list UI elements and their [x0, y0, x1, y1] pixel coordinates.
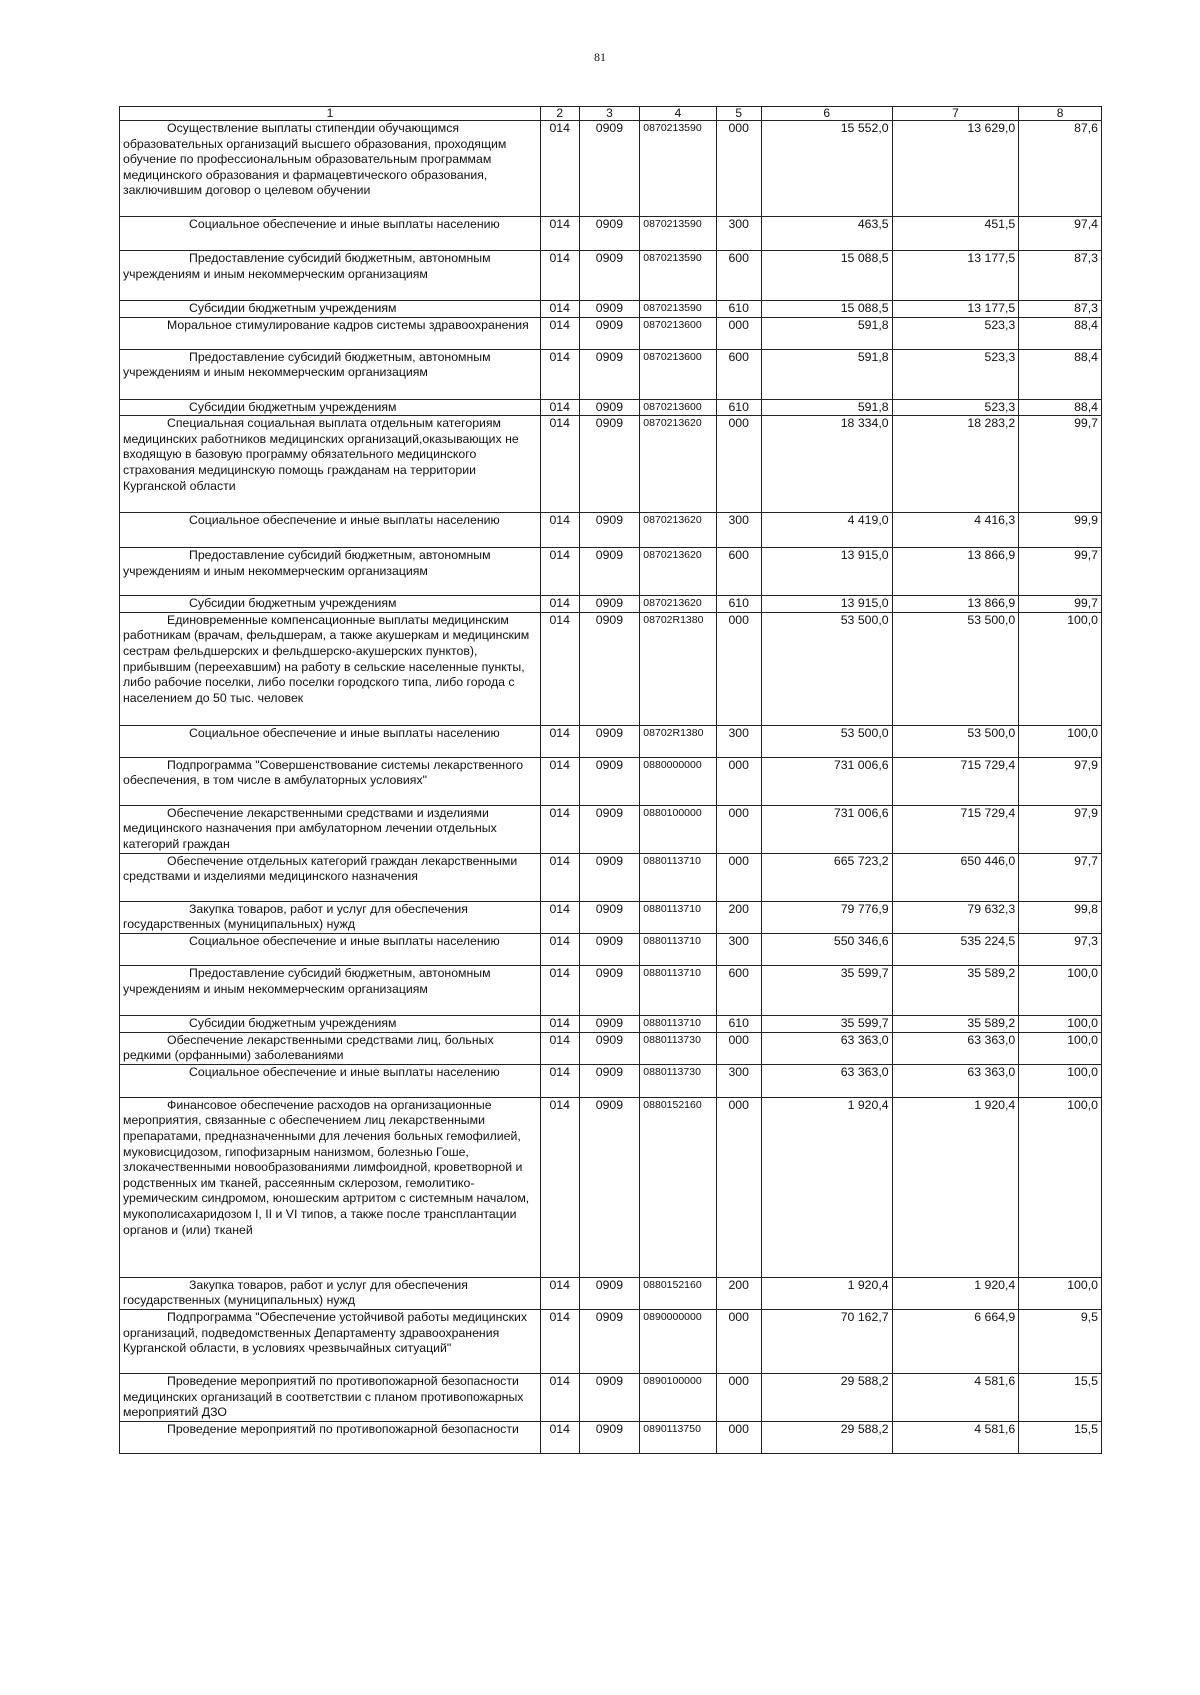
- row-percent: 15,5: [1019, 1373, 1102, 1421]
- row-code-admin: 014: [540, 1421, 579, 1453]
- row-code-section: 0909: [579, 612, 640, 725]
- row-plan-amount: 665 723,2: [761, 853, 892, 901]
- table-row: [120, 301, 1102, 318]
- column-header: 8: [1019, 107, 1102, 121]
- row-name: Субсидии бюджетным учреждениям: [120, 1015, 541, 1032]
- row-percent: 100,0: [1019, 612, 1102, 725]
- row-percent: 87,6: [1019, 121, 1102, 217]
- table-row: [120, 757, 1102, 805]
- row-code-target: 0880152160: [640, 1277, 716, 1309]
- row-code-target: 0880113710: [640, 1015, 716, 1032]
- row-code-admin: 014: [540, 217, 579, 251]
- row-name: Предоставление субсидий бюджетным, автономным учреждениям и иным некоммерческим организациям: [120, 251, 541, 301]
- row-name: Предоставление субсидий бюджетным, автономным учреждениям и иным некоммерческим организациям: [120, 349, 541, 399]
- row-executed-amount: 6 664,9: [892, 1309, 1019, 1373]
- row-code-admin: 014: [540, 349, 579, 399]
- row-code-target: 0890000000: [640, 1309, 716, 1373]
- row-code-expense-type: 000: [716, 1309, 761, 1373]
- row-code-admin: 014: [540, 399, 579, 416]
- row-code-section: 0909: [579, 121, 640, 217]
- row-executed-amount: 4 581,6: [892, 1373, 1019, 1421]
- header-row: [120, 107, 1102, 121]
- row-code-expense-type: 600: [716, 349, 761, 399]
- row-code-section: 0909: [579, 805, 640, 853]
- row-executed-amount: 13 866,9: [892, 596, 1019, 613]
- row-code-expense-type: 000: [716, 1032, 761, 1064]
- row-code-expense-type: 600: [716, 548, 761, 596]
- row-executed-amount: 535 224,5: [892, 933, 1019, 965]
- row-code-target: 0880113710: [640, 901, 716, 933]
- row-plan-amount: 18 334,0: [761, 416, 892, 513]
- table-body: [120, 121, 1102, 1454]
- row-code-expense-type: 300: [716, 725, 761, 757]
- row-code-target: 0870213620: [640, 548, 716, 596]
- row-percent: 100,0: [1019, 725, 1102, 757]
- row-code-admin: 014: [540, 301, 579, 318]
- row-executed-amount: 451,5: [892, 217, 1019, 251]
- row-code-expense-type: 000: [716, 1421, 761, 1453]
- row-executed-amount: 523,3: [892, 317, 1019, 349]
- row-executed-amount: 523,3: [892, 399, 1019, 416]
- row-code-section: 0909: [579, 217, 640, 251]
- row-percent: 97,7: [1019, 853, 1102, 901]
- row-code-target: 0880100000: [640, 805, 716, 853]
- row-executed-amount: 13 866,9: [892, 548, 1019, 596]
- table-row: [120, 1064, 1102, 1097]
- row-plan-amount: 29 588,2: [761, 1373, 892, 1421]
- row-code-admin: 014: [540, 933, 579, 965]
- row-code-expense-type: 610: [716, 596, 761, 613]
- row-plan-amount: 53 500,0: [761, 612, 892, 725]
- row-name: Единовременные компенсационные выплаты медицинским работникам (врачам, фельдшерам, а также акушеркам и медицинским сестрам фельдшерских и фельдшерско-акушерских пунктов), прибывшим (переехавшим) на работу в сельские населенные пункты, либо рабочие поселки, либо поселки городского типа, либо города с населением до 50 тыс. человек: [120, 612, 541, 725]
- row-executed-amount: 53 500,0: [892, 612, 1019, 725]
- row-name: Обеспечение лекарственными средствами и изделиями медицинского назначения при амбулаторном лечении отдельных категорий граждан: [120, 805, 541, 853]
- row-code-expense-type: 300: [716, 217, 761, 251]
- row-code-admin: 014: [540, 596, 579, 613]
- row-code-section: 0909: [579, 548, 640, 596]
- row-plan-amount: 13 915,0: [761, 548, 892, 596]
- table-row: [120, 399, 1102, 416]
- table-row: [120, 853, 1102, 901]
- table-row: [120, 596, 1102, 613]
- row-percent: 99,7: [1019, 548, 1102, 596]
- row-plan-amount: 550 346,6: [761, 933, 892, 965]
- row-percent: 9,5: [1019, 1309, 1102, 1373]
- row-code-expense-type: 300: [716, 1064, 761, 1097]
- row-name: Обеспечение лекарственными средствами лиц, больных редкими (орфанными) заболеваниями: [120, 1032, 541, 1064]
- table-row: [120, 1373, 1102, 1421]
- row-code-expense-type: 000: [716, 853, 761, 901]
- row-plan-amount: 29 588,2: [761, 1421, 892, 1453]
- row-percent: 99,7: [1019, 416, 1102, 513]
- row-code-target: 0870213600: [640, 317, 716, 349]
- row-code-admin: 014: [540, 513, 579, 548]
- row-code-expense-type: 600: [716, 251, 761, 301]
- row-code-expense-type: 000: [716, 317, 761, 349]
- row-name: Закупка товаров, работ и услуг для обеспечения государственных (муниципальных) нужд: [120, 901, 541, 933]
- row-code-target: 0870213600: [640, 399, 716, 416]
- row-percent: 88,4: [1019, 317, 1102, 349]
- row-code-target: 0880113710: [640, 853, 716, 901]
- row-code-target: 0870213590: [640, 121, 716, 217]
- row-code-admin: 014: [540, 548, 579, 596]
- row-name: Социальное обеспечение и иные выплаты населению: [120, 725, 541, 757]
- row-plan-amount: 1 920,4: [761, 1097, 892, 1277]
- row-code-admin: 014: [540, 757, 579, 805]
- row-code-target: 0880113730: [640, 1064, 716, 1097]
- row-plan-amount: 591,8: [761, 349, 892, 399]
- row-code-section: 0909: [579, 301, 640, 318]
- table-row: [120, 965, 1102, 1015]
- row-executed-amount: 63 363,0: [892, 1064, 1019, 1097]
- table-row: [120, 548, 1102, 596]
- row-code-target: 0880113710: [640, 965, 716, 1015]
- row-name: Социальное обеспечение и иные выплаты населению: [120, 513, 541, 548]
- table-row: [120, 933, 1102, 965]
- row-code-section: 0909: [579, 1309, 640, 1373]
- table-row: [120, 513, 1102, 548]
- row-plan-amount: 731 006,6: [761, 757, 892, 805]
- column-header: 4: [640, 107, 716, 121]
- row-plan-amount: 70 162,7: [761, 1309, 892, 1373]
- row-code-expense-type: 300: [716, 933, 761, 965]
- row-executed-amount: 13 177,5: [892, 251, 1019, 301]
- row-plan-amount: 1 920,4: [761, 1277, 892, 1309]
- row-name: Проведение мероприятий по противопожарной безопасности медицинских организаций в соответствии с планом противопожарных мероприятий ДЗО: [120, 1373, 541, 1421]
- row-plan-amount: 591,8: [761, 399, 892, 416]
- row-name: Моральное стимулирование кадров системы здравоохранения: [120, 317, 541, 349]
- table-row: [120, 1277, 1102, 1309]
- row-code-admin: 014: [540, 612, 579, 725]
- column-header: 3: [579, 107, 640, 121]
- row-name: Субсидии бюджетным учреждениям: [120, 596, 541, 613]
- row-percent: 97,4: [1019, 217, 1102, 251]
- row-code-admin: 014: [540, 1309, 579, 1373]
- row-code-admin: 014: [540, 805, 579, 853]
- row-code-target: 0880113710: [640, 933, 716, 965]
- row-percent: 100,0: [1019, 1032, 1102, 1064]
- row-code-expense-type: 000: [716, 612, 761, 725]
- row-code-section: 0909: [579, 1064, 640, 1097]
- row-name: Подпрограмма "Совершенствование системы лекарственного обеспечения, в том числе в амбулаторных условиях": [120, 757, 541, 805]
- row-code-expense-type: 000: [716, 416, 761, 513]
- row-code-target: 0870213600: [640, 349, 716, 399]
- row-code-admin: 014: [540, 1097, 579, 1277]
- row-executed-amount: 715 729,4: [892, 805, 1019, 853]
- row-percent: 97,9: [1019, 757, 1102, 805]
- row-name: Социальное обеспечение и иные выплаты населению: [120, 1064, 541, 1097]
- row-code-admin: 014: [540, 1373, 579, 1421]
- row-name: Субсидии бюджетным учреждениям: [120, 399, 541, 416]
- row-code-expense-type: 300: [716, 513, 761, 548]
- budget-table: [119, 106, 1102, 1454]
- column-header: 7: [892, 107, 1019, 121]
- row-plan-amount: 15 088,5: [761, 301, 892, 318]
- row-executed-amount: 1 920,4: [892, 1097, 1019, 1277]
- row-code-expense-type: 000: [716, 805, 761, 853]
- column-header: 1: [120, 107, 541, 121]
- row-code-expense-type: 000: [716, 1097, 761, 1277]
- row-executed-amount: 4 416,3: [892, 513, 1019, 548]
- row-code-expense-type: 200: [716, 901, 761, 933]
- row-plan-amount: 13 915,0: [761, 596, 892, 613]
- row-plan-amount: 4 419,0: [761, 513, 892, 548]
- row-percent: 15,5: [1019, 1421, 1102, 1453]
- row-executed-amount: 35 589,2: [892, 1015, 1019, 1032]
- table-row: [120, 1097, 1102, 1277]
- row-executed-amount: 1 920,4: [892, 1277, 1019, 1309]
- row-code-target: 0870213620: [640, 513, 716, 548]
- column-header: 5: [716, 107, 761, 121]
- row-name: Субсидии бюджетным учреждениям: [120, 301, 541, 318]
- table-row: [120, 1309, 1102, 1373]
- row-plan-amount: 15 088,5: [761, 251, 892, 301]
- row-plan-amount: 63 363,0: [761, 1064, 892, 1097]
- column-header: 6: [761, 107, 892, 121]
- row-executed-amount: 4 581,6: [892, 1421, 1019, 1453]
- row-code-admin: 014: [540, 1064, 579, 1097]
- row-code-target: 0890100000: [640, 1373, 716, 1421]
- table-row: [120, 217, 1102, 251]
- row-code-section: 0909: [579, 1421, 640, 1453]
- row-plan-amount: 79 776,9: [761, 901, 892, 933]
- row-percent: 100,0: [1019, 1064, 1102, 1097]
- row-code-section: 0909: [579, 725, 640, 757]
- table-row: [120, 251, 1102, 301]
- row-code-section: 0909: [579, 1373, 640, 1421]
- row-code-admin: 014: [540, 1015, 579, 1032]
- row-plan-amount: 53 500,0: [761, 725, 892, 757]
- row-code-target: 0890113750: [640, 1421, 716, 1453]
- row-percent: 99,8: [1019, 901, 1102, 933]
- row-code-section: 0909: [579, 513, 640, 548]
- row-code-section: 0909: [579, 1097, 640, 1277]
- row-code-admin: 014: [540, 725, 579, 757]
- row-percent: 97,9: [1019, 805, 1102, 853]
- row-code-expense-type: 000: [716, 121, 761, 217]
- row-code-admin: 014: [540, 317, 579, 349]
- table-row: [120, 349, 1102, 399]
- row-code-section: 0909: [579, 416, 640, 513]
- row-name: Проведение мероприятий по противопожарной безопасности: [120, 1421, 541, 1453]
- column-header: 2: [540, 107, 579, 121]
- row-code-section: 0909: [579, 1015, 640, 1032]
- row-plan-amount: 63 363,0: [761, 1032, 892, 1064]
- row-name: Специальная социальная выплата отдельным категориям медицинских работников медицинских организаций,оказывающих не входящую в базовую программу обязательного медицинского страхования медицинскую помощь гражданам на территории Курганской области: [120, 416, 541, 513]
- row-executed-amount: 35 589,2: [892, 965, 1019, 1015]
- row-executed-amount: 715 729,4: [892, 757, 1019, 805]
- table-row: [120, 121, 1102, 217]
- row-code-target: 0870213620: [640, 596, 716, 613]
- row-code-target: 0880000000: [640, 757, 716, 805]
- table-row: [120, 805, 1102, 853]
- row-code-target: 0870213590: [640, 217, 716, 251]
- row-name: Закупка товаров, работ и услуг для обеспечения государственных (муниципальных) нужд: [120, 1277, 541, 1309]
- row-code-section: 0909: [579, 901, 640, 933]
- row-percent: 88,4: [1019, 349, 1102, 399]
- table-row: [120, 416, 1102, 513]
- row-code-target: 0870213590: [640, 301, 716, 318]
- table-row: [120, 1032, 1102, 1064]
- row-executed-amount: 650 446,0: [892, 853, 1019, 901]
- table-row: [120, 1015, 1102, 1032]
- row-code-admin: 014: [540, 1277, 579, 1309]
- row-plan-amount: 463,5: [761, 217, 892, 251]
- row-code-admin: 014: [540, 965, 579, 1015]
- row-executed-amount: 53 500,0: [892, 725, 1019, 757]
- row-code-section: 0909: [579, 1277, 640, 1309]
- row-code-admin: 014: [540, 121, 579, 217]
- row-code-admin: 014: [540, 416, 579, 513]
- row-executed-amount: 523,3: [892, 349, 1019, 399]
- row-executed-amount: 63 363,0: [892, 1032, 1019, 1064]
- row-code-target: 08702R1380: [640, 725, 716, 757]
- row-code-admin: 014: [540, 1032, 579, 1064]
- row-plan-amount: 591,8: [761, 317, 892, 349]
- row-executed-amount: 18 283,2: [892, 416, 1019, 513]
- row-code-section: 0909: [579, 965, 640, 1015]
- row-name: Предоставление субсидий бюджетным, автономным учреждениям и иным некоммерческим организациям: [120, 548, 541, 596]
- row-code-expense-type: 000: [716, 1373, 761, 1421]
- row-code-section: 0909: [579, 933, 640, 965]
- row-name: Обеспечение отдельных категорий граждан лекарственными средствами и изделиями медицинского назначения: [120, 853, 541, 901]
- table-row: [120, 725, 1102, 757]
- row-code-expense-type: 200: [716, 1277, 761, 1309]
- row-code-section: 0909: [579, 317, 640, 349]
- row-percent: 87,3: [1019, 251, 1102, 301]
- row-percent: 99,7: [1019, 596, 1102, 613]
- row-plan-amount: 731 006,6: [761, 805, 892, 853]
- row-executed-amount: 79 632,3: [892, 901, 1019, 933]
- row-plan-amount: 35 599,7: [761, 965, 892, 1015]
- row-percent: 100,0: [1019, 965, 1102, 1015]
- table-row: [120, 317, 1102, 349]
- row-code-section: 0909: [579, 853, 640, 901]
- row-name: Предоставление субсидий бюджетным, автономным учреждениям и иным некоммерческим организациям: [120, 965, 541, 1015]
- row-code-section: 0909: [579, 251, 640, 301]
- row-code-target: 0880113730: [640, 1032, 716, 1064]
- row-percent: 87,3: [1019, 301, 1102, 318]
- row-code-admin: 014: [540, 901, 579, 933]
- row-code-section: 0909: [579, 596, 640, 613]
- row-percent: 88,4: [1019, 399, 1102, 416]
- row-name: Социальное обеспечение и иные выплаты населению: [120, 933, 541, 965]
- row-code-section: 0909: [579, 399, 640, 416]
- row-code-expense-type: 000: [716, 757, 761, 805]
- row-plan-amount: 15 552,0: [761, 121, 892, 217]
- row-code-target: 0880152160: [640, 1097, 716, 1277]
- row-code-expense-type: 600: [716, 965, 761, 1015]
- row-code-admin: 014: [540, 853, 579, 901]
- row-code-section: 0909: [579, 757, 640, 805]
- table-row: [120, 1421, 1102, 1453]
- row-percent: 100,0: [1019, 1277, 1102, 1309]
- row-code-target: 0870213590: [640, 251, 716, 301]
- row-percent: 99,9: [1019, 513, 1102, 548]
- row-code-admin: 014: [540, 251, 579, 301]
- row-code-expense-type: 610: [716, 1015, 761, 1032]
- row-code-expense-type: 610: [716, 301, 761, 318]
- row-name: Социальное обеспечение и иные выплаты населению: [120, 217, 541, 251]
- page-number: 81: [594, 50, 606, 64]
- row-code-section: 0909: [579, 1032, 640, 1064]
- row-plan-amount: 35 599,7: [761, 1015, 892, 1032]
- row-name: Финансовое обеспечение расходов на организационные мероприятия, связанные с обеспечением лиц лекарственными препаратами, предназначенными для лечения больных гемофилией, муковисцидозом, гипофизарным нанизмом, болезнью Гоше, злокачественными новообразованиями лимфоидной, кроветворной и родственных им тканей, рассеянным склерозом, гемолитико-уремическим синдромом, юношеским артритом с системным началом, мукополисахаридозом I, II и VI типов, а также после трансплантации органов и (или) тканей: [120, 1097, 541, 1277]
- table-row: [120, 612, 1102, 725]
- row-code-section: 0909: [579, 349, 640, 399]
- row-executed-amount: 13 629,0: [892, 121, 1019, 217]
- row-executed-amount: 13 177,5: [892, 301, 1019, 318]
- row-name: Подпрограмма "Обеспечение устойчивой работы медицинских организаций, подведомственных Департаменту здравоохранения Курганской области, в условиях чрезвычайных ситуаций": [120, 1309, 541, 1373]
- row-percent: 97,3: [1019, 933, 1102, 965]
- table-row: [120, 901, 1102, 933]
- row-code-expense-type: 610: [716, 399, 761, 416]
- row-percent: 100,0: [1019, 1015, 1102, 1032]
- row-name: Осуществление выплаты стипендии обучающимся образовательных организаций высшего образования, проходящим обучение по профессиональным образовательным программам медицинского образования и фармацевтического образования, заключившим договор о целевом обучении: [120, 121, 541, 217]
- row-code-target: 0870213620: [640, 416, 716, 513]
- row-percent: 100,0: [1019, 1097, 1102, 1277]
- row-code-target: 08702R1380: [640, 612, 716, 725]
